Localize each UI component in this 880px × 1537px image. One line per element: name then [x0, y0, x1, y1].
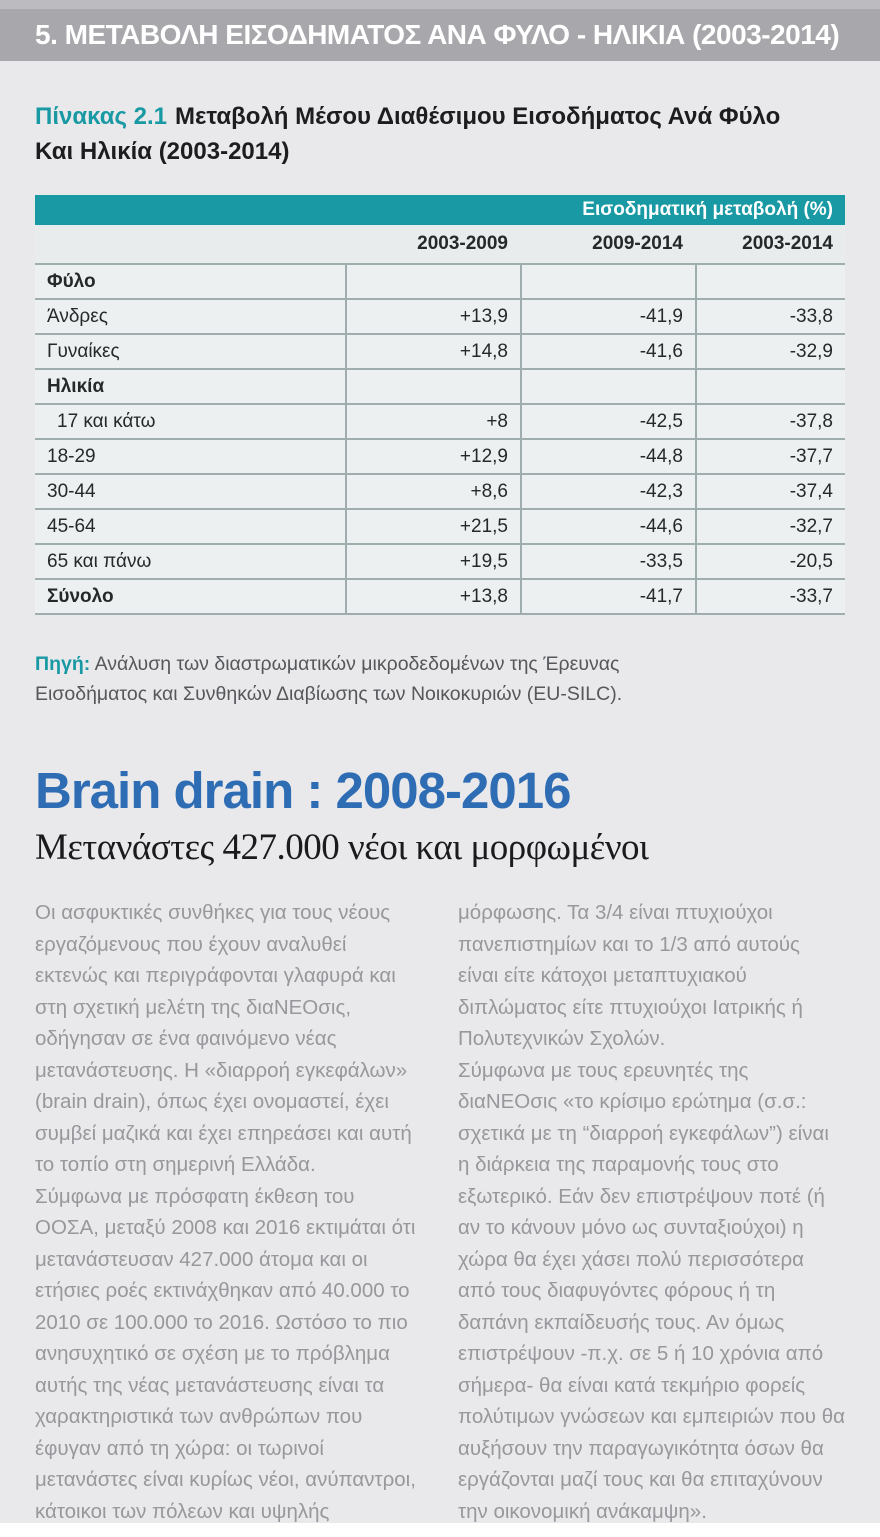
row-label: Ηλικία — [47, 375, 105, 397]
row-value: -41,9 — [520, 300, 695, 333]
top-strip — [0, 0, 880, 9]
income-change-table — [35, 195, 845, 615]
row-value — [520, 265, 695, 298]
section-header-bar — [0, 9, 880, 61]
article-column-left — [35, 897, 422, 1527]
row-label: 17 και κάτω — [57, 410, 156, 432]
row-value: +19,5 — [345, 545, 520, 578]
source-note — [35, 649, 735, 709]
table-row-age-section — [35, 370, 845, 405]
row-label: 45-64 — [47, 515, 96, 537]
column-header: 2009-2014 — [592, 233, 683, 254]
row-value: -33,5 — [520, 545, 695, 578]
row-value: -37,7 — [695, 440, 845, 473]
article-body — [35, 897, 845, 1527]
source-label: Πηγή: — [35, 653, 91, 675]
table-row-total — [35, 580, 845, 615]
row-label: 18-29 — [47, 445, 96, 467]
row-value: -33,8 — [695, 300, 845, 333]
row-value: -32,9 — [695, 335, 845, 368]
table-row-age-17-under — [35, 405, 845, 440]
table-row-gender-section — [35, 265, 845, 300]
column-header: 2003-2009 — [417, 233, 508, 254]
paragraph: μόρφωσης. Τα 3/4 είναι πτυχιούχοι πανεπιστημίων και το 1/3 από αυτούς είναι είτε κάτοχοι μεταπτυχιακού διπλώματος είτε πτυχιούχοι Ιατρικής ή Πολυτεχνικών Σχολών. — [458, 901, 803, 1050]
row-value — [345, 370, 520, 403]
row-value: -42,3 — [520, 475, 695, 508]
row-label: 30-44 — [47, 480, 96, 502]
row-value — [520, 370, 695, 403]
table-column-header-row — [35, 225, 845, 265]
row-value: -44,8 — [520, 440, 695, 473]
column-header: 2003-2014 — [742, 233, 833, 254]
source-text: Ανάλυση των διαστρωματικών μικροδεδομένων της Έρευνας Εισοδήματος και Συνθηκών Διαβίωσης των Νοικοκυριών (EU-SILC). — [35, 653, 623, 705]
row-label: Σύνολο — [47, 585, 114, 607]
table-row-age-45-64 — [35, 510, 845, 545]
article-title: Brain drain : 2008-2016 — [35, 762, 571, 819]
row-value: -44,6 — [520, 510, 695, 543]
paragraph: Σύμφωνα με τους ερευνητές της διαΝΕΟσις «το κρίσιμο ερώτημα (σ.σ.: σχετικά με τη “διαρροή εγκεφάλων”) είναι η διάρκεια της παραμονής τους στο εξωτερικό. Εάν δεν επιστρέψουν ποτέ (ή αν το κάνουν μόνο ως συνταξιούχοι) η χώρα θα έχει χάσει πολύ περισσότερα από τους διαφυγόντες φόρους ή τη δαπάνη εκπαίδευσής τους. Αν όμως επιστρέψουν -π.χ. σε 5 ή 10 χρόνια από σήμερα- θα είναι κατά τεκμήριο φορείς πολύτιμων γνώσεων και εμπειριών που θα αυξήσουν την παραγωγικότητα όσων θα εργάζονται μαζί τους και θα επιταχύνουν την οικονομική ανάκαμψη». — [458, 1058, 845, 1523]
row-label: 65 και πάνω — [47, 550, 152, 572]
table-header-band — [35, 195, 845, 225]
row-value: +8 — [345, 405, 520, 438]
article-column-right — [458, 897, 845, 1527]
row-value — [695, 370, 845, 403]
row-value: +13,8 — [345, 580, 520, 613]
row-value: -41,6 — [520, 335, 695, 368]
row-value: -41,7 — [520, 580, 695, 613]
row-value: -32,7 — [695, 510, 845, 543]
row-value: -42,5 — [520, 405, 695, 438]
row-value: +14,8 — [345, 335, 520, 368]
row-value: -37,8 — [695, 405, 845, 438]
row-label: Φύλο — [47, 270, 96, 292]
row-value: +21,5 — [345, 510, 520, 543]
row-value: +13,9 — [345, 300, 520, 333]
section-title: 5. ΜΕΤΑΒΟΛΗ ΕΙΣΟΔΗΜΑΤΟΣ ΑΝΑ ΦΥΛΟ - ΗΛΙΚΙΑ (2003-2014) — [35, 19, 840, 50]
row-label: Άνδρες — [47, 305, 108, 327]
row-value: +12,9 — [345, 440, 520, 473]
paragraph: Οι ασφυκτικές συνθήκες για τους νέους εργαζόμενους που έχουν αναλυθεί εκτενώς και περιγράφονται γλαφυρά και στη σχετική μελέτη της διαΝΕΟσις, οδήγησαν σε ένα φαινόμενο νέας μετανάστευσης. Η «διαρροή εγκεφάλων» (brain drain), όπως έχει ονομαστεί, έχει συμβεί μαζικά και έχει επηρεάσει και αυτή το τοπίο στη σημερινή Ελλάδα. — [35, 901, 412, 1176]
table-row-age-18-29 — [35, 440, 845, 475]
table-row-women — [35, 335, 845, 370]
table-row-age-65-over — [35, 545, 845, 580]
table-band-title: Εισοδηματική μεταβολή (%) — [582, 199, 833, 220]
table-row-men — [35, 300, 845, 335]
column-header-empty — [35, 225, 345, 263]
row-value — [695, 265, 845, 298]
paragraph: Σύμφωνα με πρόσφατη έκθεση του ΟΟΣΑ, μεταξύ 2008 και 2016 εκτιμάται ότι μετανάστευσαν 427.000 άτομα και οι ετήσιες ροές εκτινάχθηκαν από 40.000 το 2010 σε 100.000 το 2016. Ωστόσο το πιο ανησυχητικό σε σχέση με το πρόβλημα αυτής της νέας μετανάστευσης είναι τα χαρακτηριστικά των ανθρώπων που έφυγαν από τη χώρα: οι τωρινοί μετανάστες είναι κυρίως νέοι, ανύπαντροι, κάτοικοι των πόλεων και υψηλής — [35, 1184, 416, 1523]
row-value: +8,6 — [345, 475, 520, 508]
row-label: Γυναίκες — [47, 340, 120, 362]
row-value — [345, 265, 520, 298]
table-row-age-30-44 — [35, 475, 845, 510]
row-value: -20,5 — [695, 545, 845, 578]
row-value: -33,7 — [695, 580, 845, 613]
article-subtitle: Μετανάστες 427.000 νέοι και μορφωμένοι — [35, 827, 649, 868]
table-caption — [35, 99, 825, 169]
table-caption-text: Μεταβολή Μέσου Διαθέσιμου Εισοδήματος Ανά Φύλο Και Ηλικία (2003-2014) — [35, 103, 781, 165]
row-value: -37,4 — [695, 475, 845, 508]
page-content — [0, 99, 880, 1527]
table-caption-number: Πίνακας 2.1 — [35, 103, 167, 130]
